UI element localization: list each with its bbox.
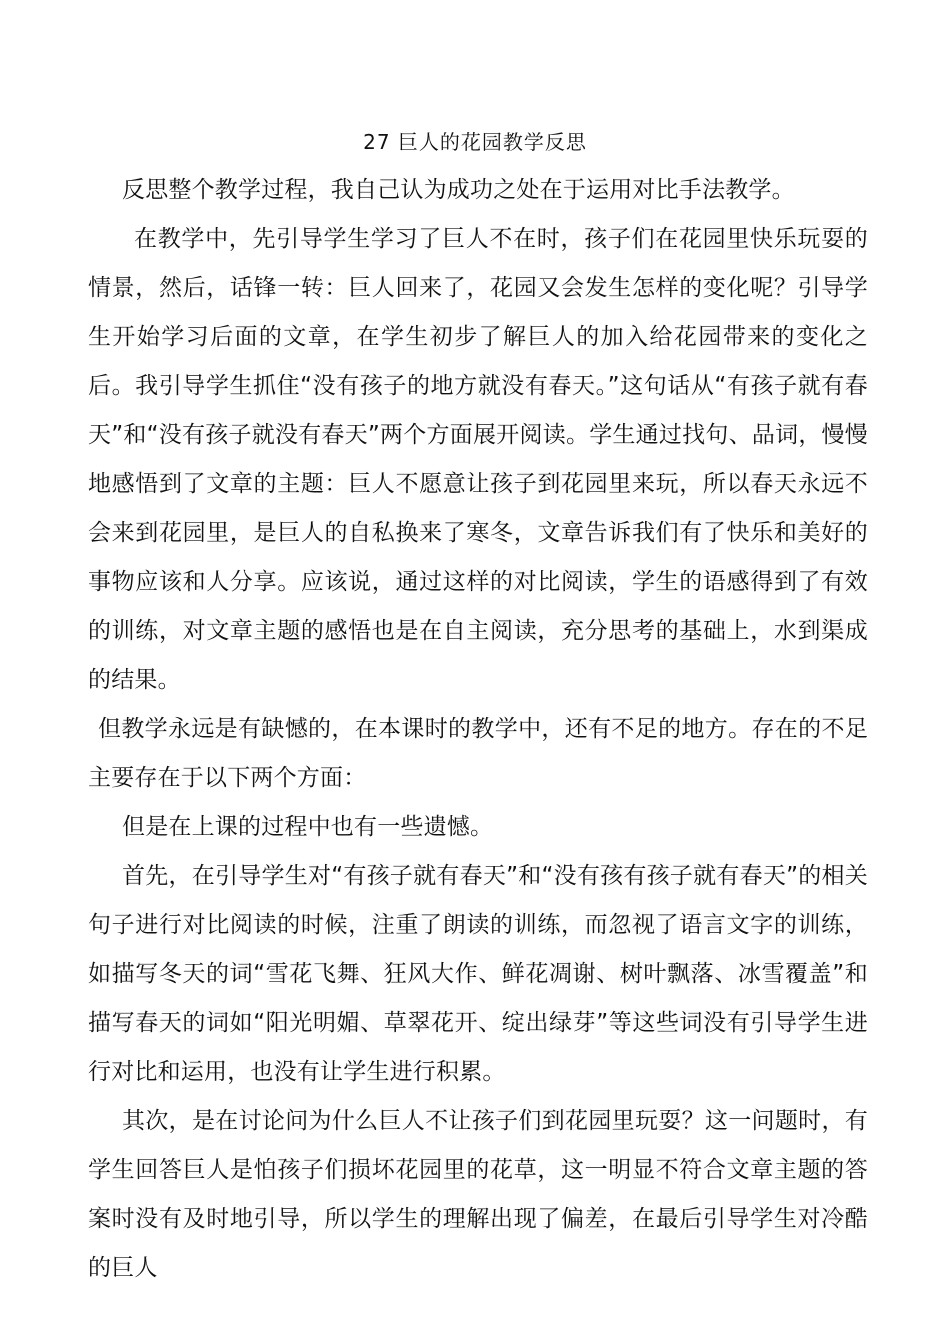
paragraph-teaching-process: 在教学中，先引导学生学习了巨人不在时，孩子们在花园里快乐玩耍的情景，然后，话锋一转：巨人回来了，花园又会发生怎样的变化呢？引导学生开始学习后面的文章，在学生初步了解巨人的加入给花园带来的变化之后。我引导学生抓住“没有孩子的地方就没有春天。”这句话从“有孩子就有春天”和“没有孩子就没有春天”两个方面展开阅读。学生通过找句、品词，慢慢地感悟到了文章的主题：巨人不愿意让孩子到花园里来玩，所以春天永远不会来到花园里，是巨人的自私换来了寒冬，文章告诉我们有了快乐和美好的事物应该和人分享。应该说，通过这样的对比阅读，学生的语感得到了有效的训练，对文章主题的感悟也是在自主阅读，充分思考的基础上，水到渠成的结果。 [88,226,868,693]
document-title: 27 巨人的花园教学反思 [363,130,587,154]
paragraph-first-point: 首先，在引导学生对“有孩子就有春天”和“没有孩有孩子就有春天”的相关句子进行对比阅读的时候，注重了朗读的训练，而忽视了语言文字的训练，如描写冬天的词“雪花飞舞、狂风大作、鲜花凋谢、树叶飘落、冰雪覆盖”和描写春天的词如“阳光明媚、草翠花开、绽出绿芽”等这些词没有引导学生进行对比和运用，也没有让学生进行积累。 [88,863,868,1085]
document-body [88,166,868,1293]
paragraph-shortcomings: 但教学永远是有缺憾的，在本课时的教学中，还有不足的地方。存在的不足主要存在于以下两个方面： [88,716,868,791]
paragraph-intro: 反思整个教学过程，我自己认为成功之处在于运用对比手法教学。 [122,177,795,203]
paragraph-regret: 但是在上课的过程中也有一些遗憾。 [122,814,494,840]
paragraph-second-point: 其次，是在讨论问为什么巨人不让孩子们到花园里玩耍？这一问题时，有学生回答巨人是怕孩子们损坏花园里的花草，这一明显不符合文章主题的答案时没有及时地引导，所以学生的理解出现了偏差，在最后引导学生对冷酷的巨人 [88,1108,868,1281]
